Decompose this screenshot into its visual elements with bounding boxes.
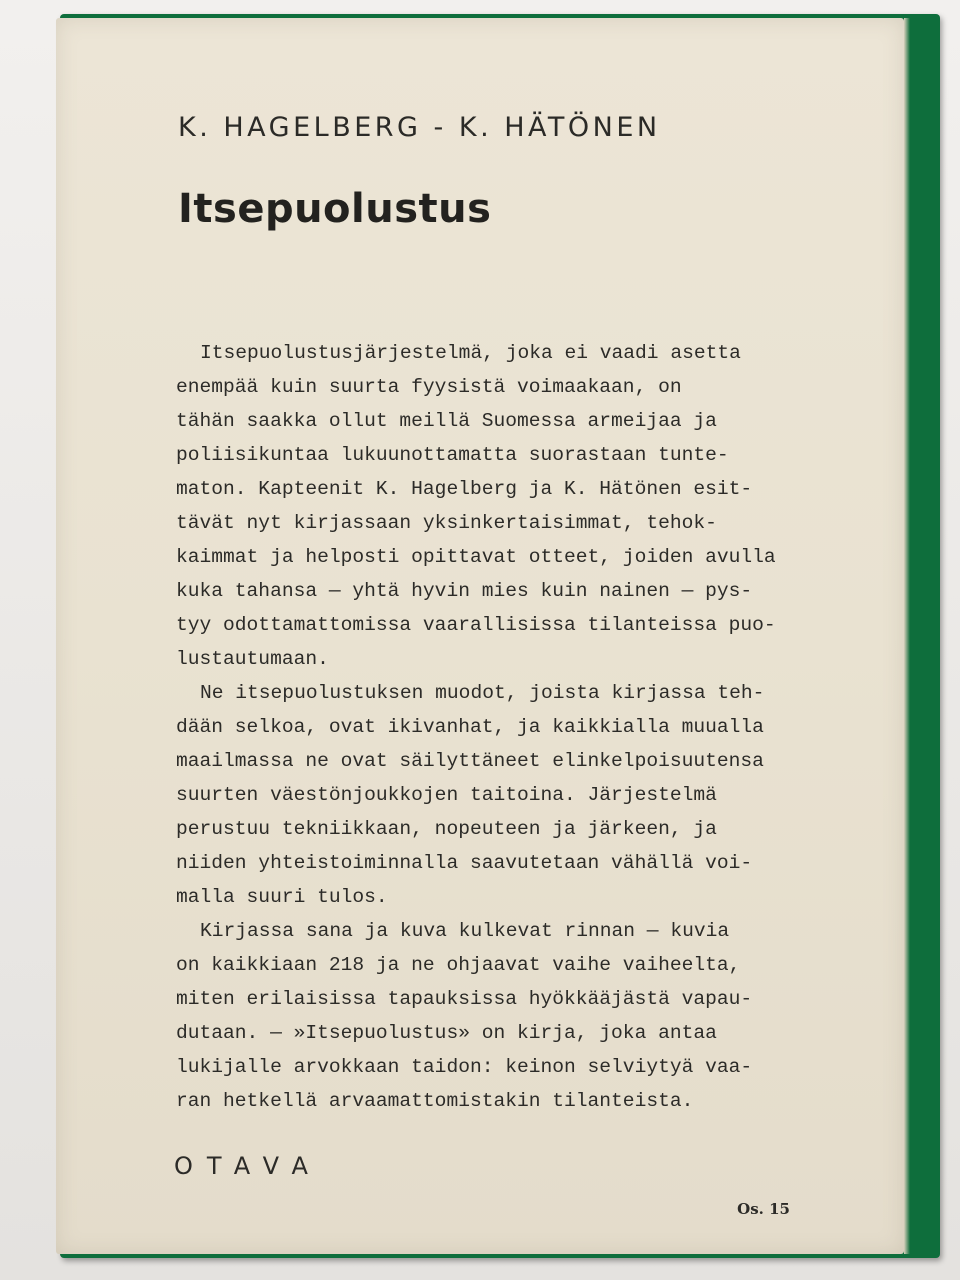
green-spine-edge	[904, 18, 910, 1254]
blurb-line: poliisikuntaa lukuunottamatta suorastaan tunte-	[176, 444, 729, 466]
blurb-line: niiden yhteistoiminnalla saavutetaan vähällä voi-	[176, 852, 753, 874]
price-code: Os. 15	[737, 1200, 790, 1218]
book-title: Itsepuolustus	[178, 186, 492, 232]
authors-line: K. HAGELBERG - K. HÄTÖNEN	[178, 112, 661, 143]
blurb-line: malla suuri tulos.	[176, 886, 388, 908]
blurb-line: dään selkoa, ovat ikivanhat, ja kaikkialla muualla	[176, 716, 764, 738]
blurb-line: dutaan. — »Itsepuolustus» on kirja, joka antaa	[176, 1022, 717, 1044]
blurb-line: suurten väestönjoukkojen taitoina. Järjestelmä	[176, 784, 717, 806]
blurb-line: miten erilaisissa tapauksissa hyökkääjästä vapau-	[176, 988, 753, 1010]
blurb-line: maailmassa ne ovat säilyttäneet elinkelpoisuutensa	[176, 750, 764, 772]
blurb-paragraph-3	[176, 914, 786, 1118]
blurb-line: kaimmat ja helposti opittavat otteet, joiden avulla	[176, 546, 776, 568]
blurb-line: kuka tahansa — yhtä hyvin mies kuin nainen — pys-	[176, 580, 753, 602]
blurb-line: tyy odottamattomissa vaarallisissa tilanteissa puo-	[176, 614, 776, 636]
blurb-line: ran hetkellä arvaamattomistakin tilanteista.	[176, 1090, 694, 1112]
blurb-paragraph-2	[176, 676, 786, 914]
blurb-line: perustuu tekniikkaan, nopeuteen ja järkeen, ja	[176, 818, 717, 840]
blurb-line: Itsepuolustusjärjestelmä, joka ei vaadi asetta	[200, 342, 741, 364]
blurb-line: tähän saakka ollut meillä Suomessa armeijaa ja	[176, 410, 717, 432]
blurb-line: tävät nyt kirjassaan yksinkertaisimmat, tehok-	[176, 512, 717, 534]
blurb-line: Kirjassa sana ja kuva kulkevat rinnan — kuvia	[200, 920, 730, 942]
publisher-name: OTAVA	[174, 1152, 322, 1180]
blurb-line: lustautumaan.	[176, 648, 329, 670]
blurb-line: enempää kuin suurta fyysistä voimaakaan, on	[176, 376, 682, 398]
blurb-text	[176, 336, 786, 1118]
blurb-line: maton. Kapteenit K. Hagelberg ja K. Hätönen esit-	[176, 478, 753, 500]
blurb-line: Ne itsepuolustuksen muodot, joista kirjassa teh-	[200, 682, 765, 704]
blurb-paragraph-1	[176, 336, 786, 676]
blurb-line: on kaikkiaan 218 ja ne ohjaavat vaihe vaiheelta,	[176, 954, 741, 976]
blurb-line: lukijalle arvokkaan taidon: keinon selviytyä vaa-	[176, 1056, 753, 1078]
